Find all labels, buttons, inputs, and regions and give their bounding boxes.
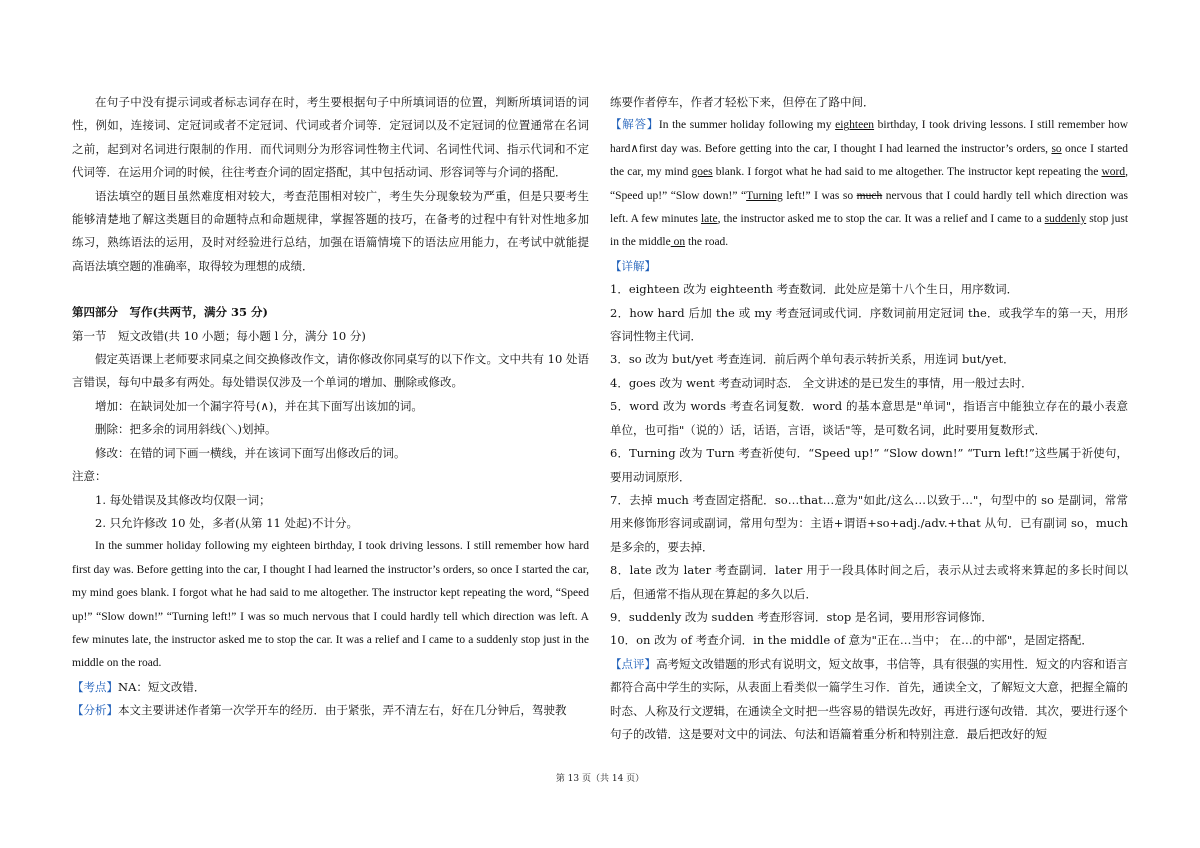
- answer-text: left!” I was so: [782, 189, 857, 202]
- answer-error-mark: Turning: [746, 189, 783, 202]
- note-item-2: 2. 只允许修改 10 处，多者(从第 11 处起)不计分。: [95, 515, 358, 530]
- note-item-1: 1. 每处错误及其修改均仅限一词；: [95, 492, 271, 507]
- fenxi-tag: 【 分析 】: [72, 703, 118, 717]
- answer-paragraph: [610, 114, 1128, 254]
- note-heading: 注意：: [72, 469, 107, 484]
- detail-item-2: 2．how hard 后加 the 或 my 考查冠词或代词．序数词前用定冠词 the．或我学车的第一天，用形容词性物主代词．: [610, 305, 1128, 344]
- xiangjie-tag: 【 详解 】: [610, 259, 656, 273]
- instructions: 假定英语课上老师要求同桌之间交换修改作文，请你修改你同桌写的以下作文。文中共有 10 处语言错误，每句中最多有两处。每处错误仅涉及一个单词的增加、删除或修改。: [72, 352, 589, 390]
- answer-error-mark: goes: [691, 166, 713, 179]
- rule-add: 增加：在缺词处加一个漏字符号(∧)，并在其下面写出该加的词。: [95, 398, 423, 413]
- jieda-tag: 【 解答 】: [610, 119, 659, 131]
- detail-item-9: 9．suddenly 改为 sudden 考查形容词．stop 是名词，要用形容词修饰．: [610, 609, 993, 624]
- kaodian-line: [72, 676, 589, 699]
- answer-text: nervous that I could hardly tell which direction was left. A few minutes: [610, 189, 1128, 226]
- answer-text: stop just in the middle: [610, 213, 1129, 249]
- answer-error-mark: late: [700, 213, 718, 226]
- page-footer: 第 13 页（共 14 页）: [555, 774, 645, 784]
- answer-text: the road.: [685, 236, 729, 249]
- detail-item-10: 10．on 改为 of 考查介词．in the middle of 意为"正在…当中； 在…的中部"，是固定搭配．: [610, 633, 1093, 648]
- fenxi-text: 本文主要讲述作者第一次学开车的经历．由于紧张，弄不清左右，好在几分钟后，驾驶教: [118, 703, 567, 718]
- answer-text: birthday, I took driving lessons. I still remember how hard∧first day was. Before getting into the car, I thought I had learned the instructor’s orders,: [610, 119, 1129, 155]
- fenxi-continuation: 练要作者停车，作者才轻松下来，但停在了路中间．: [610, 95, 875, 109]
- paragraph-grammar-summary: 语法填空的题目虽然难度相对较大，考查范围相对较广，考生失分现象较为严重，但是只要考生能够清楚地了解这类题目的命题特点和命题规律，掌握答题的技巧，在备考的过程中有针对性地多加练习，熟练语法的运用，及时对经验进行总结，加强在语篇情境下的语法应用能力，在考试中就能提高语法填空题的准确率，取得较为理想的成绩．: [72, 188, 589, 273]
- answer-error-mark: on: [670, 236, 686, 249]
- dianping-line: [610, 653, 1128, 747]
- answer-error-mark: eighteen: [835, 119, 875, 132]
- detail-item-3: 3．so 改为 but/yet 考查连词．前后两个单句表示转折关系，用连词 but/yet．: [610, 352, 1015, 367]
- fenxi-line: [72, 699, 589, 722]
- detail-item-1: 1．eighteen 改为 eighteenth 考查数词．此处应是第十八个生日，用序数词．: [610, 282, 1019, 297]
- detail-item-4: 4．goes 改为 went 考查动词时态． 全文讲述的是已发生的事情，用一般过去时．: [610, 375, 1033, 390]
- passage-text: In the summer holiday following my eighteen birthday, I took driving lessons. I still remember how hard first day was. Before getting into the car, I thought I had learned the instructor’s orders, so once I started the car, my mind goes blank. I forgot what he had said to me altogether. The instructor kept repeating the word, “Speed up!” “Slow down!” “Turning left!” I was so much nervous that I could hardly tell which direction was left. A few minutes late, the instructor asked me to stop the car. It was a relief and I came to a suddenly stop just in the middle on the road.: [72, 540, 589, 670]
- answer-error-mark: suddenly: [1044, 213, 1087, 226]
- paragraph-grammar-tips: 在句子中没有提示词或者标志词存在时，考生要根据句子中所填词语的位置，判断所填词语的词性，例如，连接词、定冠词或者不定冠词、代词或者介词等．定冠词以及不定冠词的位置通常在名词之前，起到对名词进行限制的作用．而代词则分为形容词性物主代词、名词性代词、指示代词和不定代词等．在运用介词的时候，往往考查介词的固定搭配，其中包括动词、形容词等与介词的搭配．: [72, 95, 589, 180]
- detail-item-6: 6．Turning 改为 Turn 考查祈使句．“Speed up!” “Slow down!” “Turn left!”这些属于祈使句，要用动词原形．: [610, 446, 1128, 484]
- dianping-tag: 【 点评 】: [610, 657, 656, 671]
- answer-text: , “Speed up!” “Slow down!” “: [610, 166, 1128, 202]
- detail-item-8: 8．late 改为 later 考查副词．later 用于一段具体时间之后，表示从过去或将来算起的多长时间以后，但通常不指从现在算起的多久以后．: [610, 563, 1128, 601]
- answer-text: , the instructor asked me to stop the car. It was a relief and I came to a: [717, 213, 1045, 226]
- answer-deleted-word: much: [856, 189, 883, 202]
- detail-item-7: 7．去掉 much 考查固定搭配．so…that…意为"如此/这么…以致于…"，句型中的 so 是副词，常常用来修饰形容词或副词，常用句型为：主语+谓语+so+adj./adv.+that 从句．已有副词 so，much 是多余的，要去掉．: [610, 492, 1128, 554]
- answer-text: once I started the car, my mind: [610, 142, 1128, 179]
- xiangjie-line: [610, 255, 1128, 278]
- answer-text: blank. I forgot what he had said to me altogether. The instructor kept repeating the: [712, 166, 1102, 179]
- dianping-text: 高考短文改错题的形式有说明文，短文故事，书信等，具有很强的实用性．短文的内容和语言都符合高中学生的实际，从表面上看类似一篇学生习作．首先，通读全文，了解短文大意，把握全篇的时态、人称及行文逻辑，在通读全文时把一些容易的错误先改好，再进行逐句改错．其次，要进行逐个句子的改错．这是要对文中的词法、句法和语篇着重分析和特别注意．最后把改好的短: [610, 656, 1129, 741]
- spacer: [72, 278, 589, 301]
- detail-item-5: 5．word 改为 words 考查名词复数．word 的基本意思是"单词"，指语言中能独立存在的最小表意单位，也可指"（说的）话，话语，言语，谈话"等，是可数名词，此时要用复数形式．: [610, 399, 1128, 437]
- answer-error-mark: so: [1051, 142, 1062, 155]
- answer-text: In the summer holiday following my: [658, 119, 836, 132]
- left-column: [72, 91, 589, 723]
- subsection-heading-error-correction: 第一节 短文改错(共 10 小题；每小题 l 分，满分 10 分): [72, 328, 366, 343]
- section-heading-writing: 第四部分 写作(共两节，满分 35 分): [72, 305, 268, 320]
- kaodian-tag: 【 考点 】: [72, 680, 118, 694]
- answer-error-mark: word: [1101, 166, 1126, 179]
- rule-delete: 删除：把多余的词用斜线(＼)划掉。: [95, 422, 277, 437]
- rule-modify: 修改：在错的词下画一横线，并在该词下面写出修改后的词。: [95, 445, 406, 460]
- right-column: [610, 91, 1128, 746]
- kaodian-text: NA：短文改错．: [118, 679, 206, 694]
